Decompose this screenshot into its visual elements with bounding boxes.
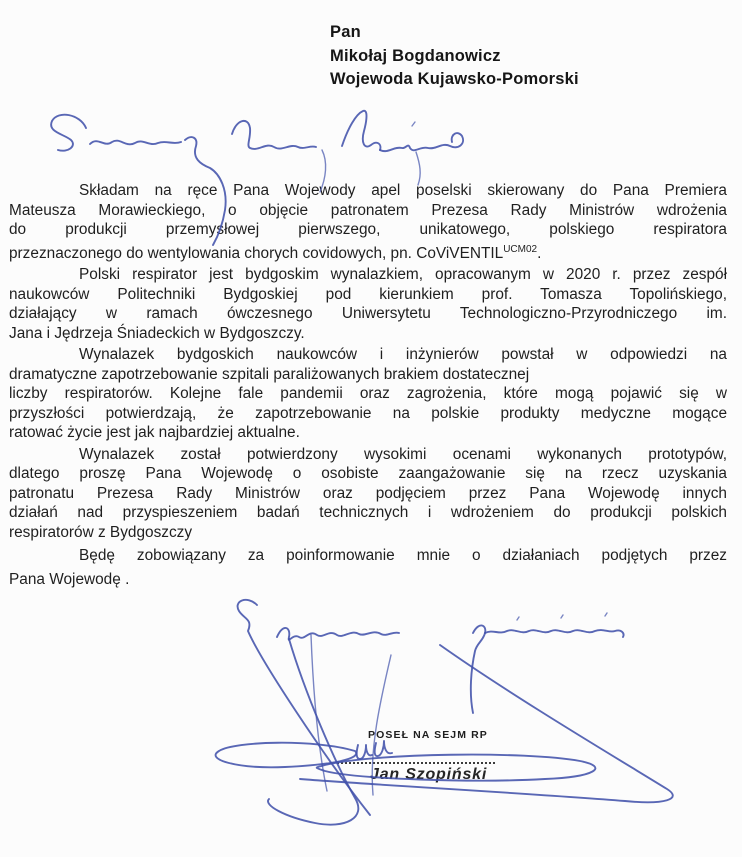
- body-line: przyszłości potwierdzają, że zapotrzebowanie na polskie produkty medyczne mogące: [9, 404, 727, 422]
- body-line: Składam na ręce Pana Wojewody apel poselski skierowany do Pana Premiera: [79, 182, 727, 199]
- body-line: dlatego proszę Pana Wojewodę o osobiste zaangażowanie się na rzecz uzyskania: [9, 465, 727, 482]
- recipient-line: Mikołaj Bogdanowicz: [330, 46, 501, 65]
- body-line: Mateusza Morawieckiego, o objęcie patronatem Prezesa Rady Ministrów wdrożenia: [9, 201, 727, 219]
- body-line: liczby respiratorów. Kolejne fale pandemii oraz zagrożenia, które mogą pojawić się w: [9, 385, 727, 402]
- role-title: POSEŁ NA SEJM RP: [368, 729, 488, 741]
- signed-name: Jan Szopiński: [370, 766, 488, 783]
- body-line: działający w ramach ówczesnego Uniwersytetu Technologiczno-Przyrodniczego im.: [9, 305, 727, 322]
- signature-dotted-line: [337, 762, 495, 764]
- body-line: Wynalazek został potwierdzony wysokimi ocenami wykonanych prototypów,: [79, 445, 727, 463]
- body-line: respiratorów z Bydgoszczy: [9, 523, 193, 541]
- paragraph: [9, 445, 727, 543]
- recipient-line: Pan: [330, 23, 361, 41]
- body-line: działań nad przyspieszeniem badań technicznych i wdrożeniem do produkcji polskich: [9, 504, 727, 521]
- body-line: Polski respirator jest bydgoskim wynalazkiem, opracowanym w 2020 r. przez zespół: [79, 266, 727, 283]
- body-line: ratować życie jest jak najbardziej aktualne.: [9, 424, 300, 441]
- paragraph: [9, 345, 727, 443]
- body-line: patronatu Prezesa Rady Ministrów oraz podjęciem przez Pana Wojewodę innych: [9, 484, 727, 502]
- body: [9, 181, 727, 594]
- body-line: Będę zobowiązany za poinformowanie mnie o działaniach podjętych przez: [79, 547, 727, 564]
- recipient-block: [330, 21, 579, 92]
- paragraph: [9, 265, 727, 343]
- body-line: naukowców Politechniki Bydgoskiej pod kierunkiem prof. Tomasza Topolińskiego,: [9, 285, 727, 303]
- body-line: przeznaczonego do wentylowania chorych covidowych, pn. CoViVENTIL$^{UCM02}$.: [9, 243, 542, 262]
- superscript-model-code: UCM02: [503, 243, 538, 255]
- body-line: dramatyczne zapotrzebowanie szpitali paraliżowanych brakiem dostatecznej: [9, 365, 530, 383]
- recipient-line: Wojewoda Kujawsko-Pomorski: [330, 70, 579, 88]
- handwritten-signature-ink: [195, 593, 695, 843]
- paragraph: [9, 544, 727, 592]
- body-line: Jana i Jędrzeja Śniadeckich w Bydgoszczy.: [9, 324, 305, 342]
- paragraph: [9, 181, 727, 263]
- body-line: Pana Wojewodę .: [9, 571, 130, 588]
- body-line: do produkcji przemysłowej pierwszego, unikatowego, polskiego respiratora: [9, 221, 727, 238]
- body-line: Wynalazek bydgoskich naukowców i inżynierów powstał w odpowiedzi na: [79, 346, 727, 363]
